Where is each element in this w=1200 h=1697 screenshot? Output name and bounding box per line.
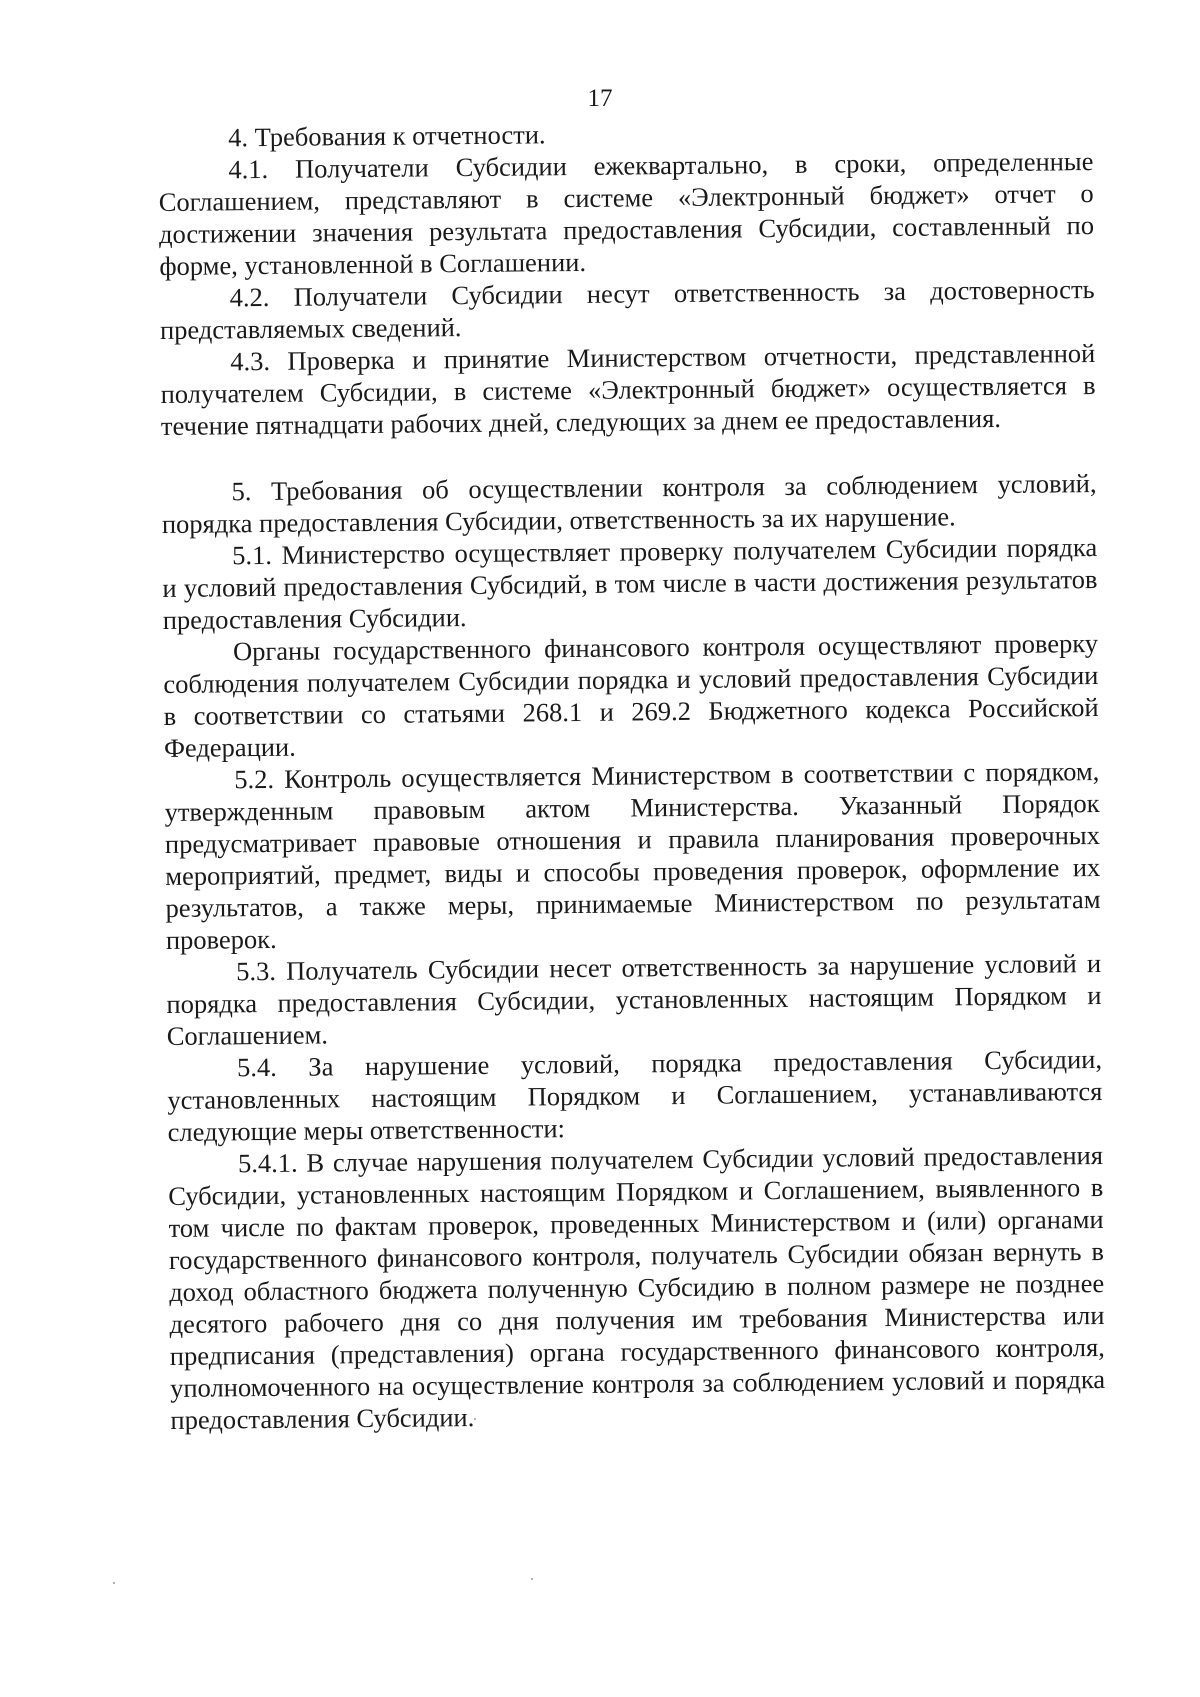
clause-5-3: 5.3. Получатель Субсидии несет ответственность за нарушение условий и порядка предоставления Субсидии, установленных настоящим Порядком и Соглашением. [166,947,1102,1051]
section-5-heading: 5. Требования об осуществлении контроля за соблюдением условий, порядка предоставления Субсидии, ответственность за их нарушение. [161,468,1097,539]
scan-speck [531,1578,533,1580]
document-body [158,113,1106,1436]
clause-5-1-continued: Органы государственного финансового контроля осуществляют проверку соблюдения получателем Субсидии порядка и условий предоставления Субсидии в соответствии со статьями 268.1 и 269.2 Бюджетного кодекса Российской Федерации. [163,628,1099,763]
scan-speck [474,1418,476,1420]
clause-5-4-1: 5.4.1. В случае нарушения получателем Субсидии условий предоставления Субсидии, установленных настоящим Порядком и Соглашением, выявленного в том числе по фактам проверок, проведенных Министерством и (или) органами государственного финансового контроля, получатель Субсидии обязан вернуть в доход областного бюджета полученную Субсидию в полном размере не позднее десятого рабочего дня со дня получения им требования Министерства или предписания (представления) органа государственного финансового контроля, уполномоченного на осуществление контроля за соблюдением условий и порядка предоставления Субсидии. [168,1139,1106,1435]
page-number: 17 [587,85,613,112]
clause-5-1: 5.1. Министерство осуществляет проверку получателем Субсидии порядка и условий предоставления Субсидий, в том числе в части достижения результатов предоставления Субсидии. [162,532,1098,635]
section-4-heading: 4. Требования к отчетности. [228,119,546,153]
clause-5-2: 5.2. Контроль осуществляется Министерством в соответствии с порядком, утвержденным правовым актом Министерства. Указанный Порядок предусматривает правовые отношения и правила планирования проверочных мероприятий, предмет, виды и способы проведения проверок, оформление их результатов, а также меры, принимаемые Министерством по результатам проверок. [164,755,1101,955]
clause-4-1: 4.1. Получатели Субсидии ежеквартально, в сроки, определенные Соглашением, представляют в системе «Электронный бюджет» отчет о достижении значения результата предоставления Субсидии, составленный по форме, установленной в Соглашении. [158,146,1095,281]
clause-5-4: 5.4. За нарушение условий, порядка предоставления Субсидии, установленных настоящим Порядком и Соглашением, устанавливаются следующие меры ответственности: [167,1043,1103,1147]
clause-4-3: 4.3. Проверка и принятие Министерством отчетности, представленной получателем Субсидии, в системе «Электронный бюджет» осуществляется в течение пятнадцати рабочих дней, следующих за днем ее предоставления. [160,338,1096,441]
clause-4-2: 4.2. Получатели Субсидии несут ответственность за достоверность представляемых сведений. [159,274,1095,345]
scan-speck [113,1582,115,1584]
